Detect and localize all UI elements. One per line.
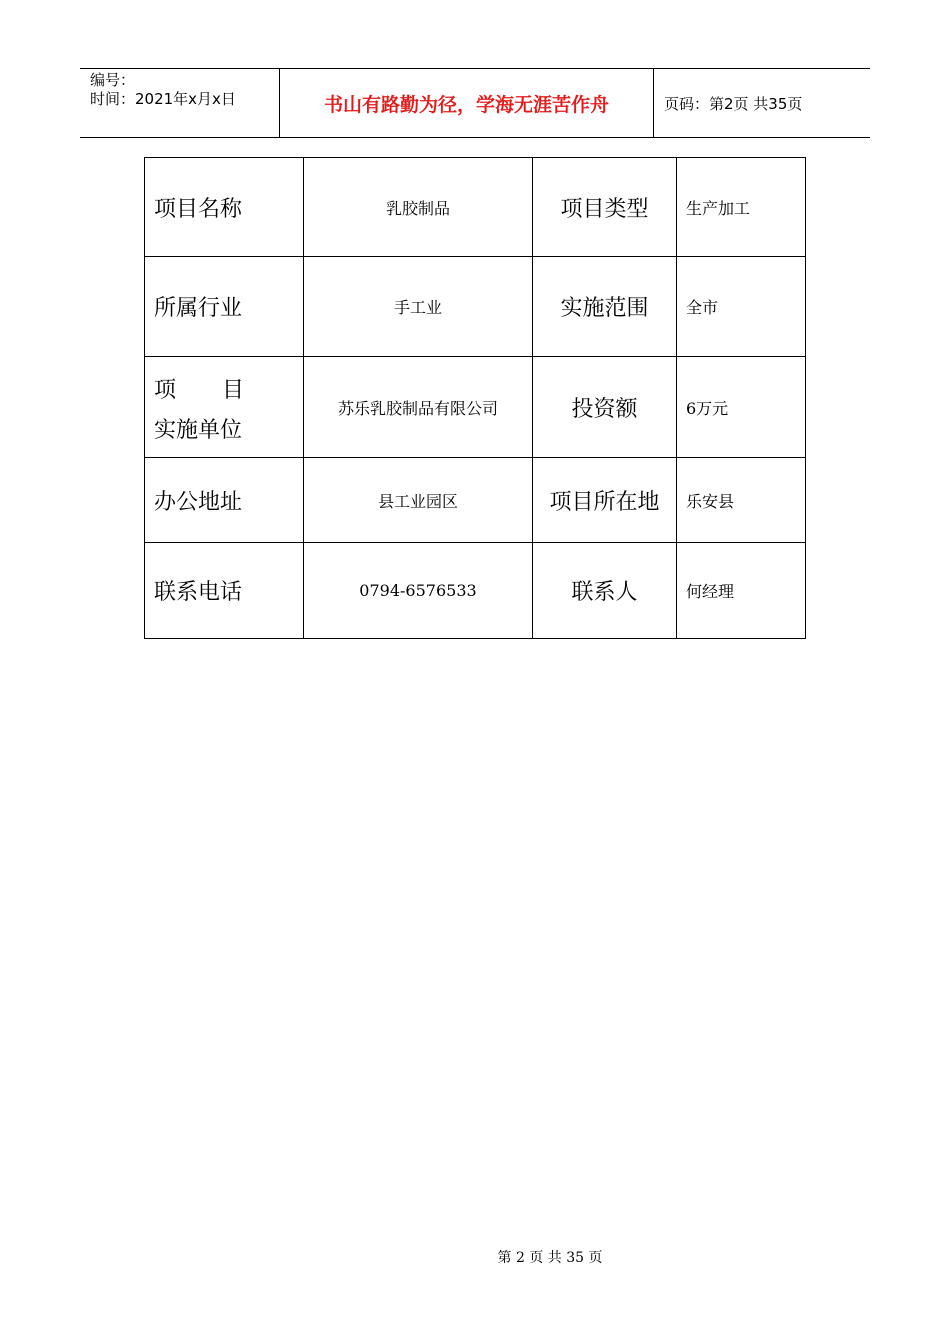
time-label: 时间：2021年x月x日 (90, 90, 236, 108)
label-project-location: 项目所在地 (533, 458, 677, 543)
label-phone: 联系电话 (145, 543, 304, 639)
table-row (145, 458, 806, 543)
label-unit-part-c: 实施单位 (154, 418, 243, 443)
label-contact: 联系人 (533, 543, 677, 639)
label-industry: 所属行业 (145, 257, 304, 357)
value-implementing-unit: 苏乐乳胶制品有限公司 (304, 357, 533, 458)
label-scope: 实施范围 (533, 257, 677, 357)
value-office-address: 县工业园区 (304, 458, 533, 543)
value-contact: 何经理 (677, 543, 806, 639)
value-investment: 6万元 (677, 357, 806, 458)
value-project-location: 乐安县 (677, 458, 806, 543)
label-unit-part-a: 项 (154, 378, 177, 403)
label-office-address: 办公地址 (145, 458, 304, 543)
page-footer: 第 2 页 共 35 页 (497, 1250, 603, 1266)
label-unit-part-b: 目 (221, 378, 244, 403)
value-project-type: 生产加工 (677, 158, 806, 257)
project-info-table (144, 157, 806, 639)
header-page-info: 页码：第2页 共35页 (664, 94, 803, 113)
table-row (145, 543, 806, 639)
header-meta (80, 69, 280, 137)
value-project-name: 乳胶制品 (304, 158, 533, 257)
table-row (145, 158, 806, 257)
table-row (145, 257, 806, 357)
header-motto: 书山有路勤为径，学海无涯苦作舟 (280, 69, 654, 137)
label-implementing-unit (145, 357, 304, 458)
value-scope: 全市 (677, 257, 806, 357)
value-industry: 手工业 (304, 257, 533, 357)
value-phone: 0794-6576533 (304, 543, 533, 639)
number-label: 编号： (90, 71, 136, 89)
label-project-name: 项目名称 (145, 158, 304, 257)
label-investment: 投资额 (533, 357, 677, 458)
page-header (80, 68, 870, 138)
label-project-type: 项目类型 (533, 158, 677, 257)
table-row (145, 357, 806, 458)
